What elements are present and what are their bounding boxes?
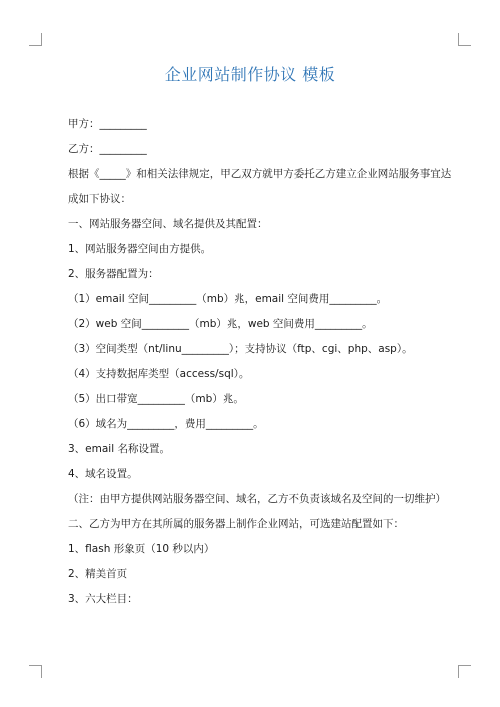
section-heading-1: 一、网站服务器空间、域名提供及其配置： bbox=[68, 218, 268, 230]
clause-2-2: 2、精美首页 bbox=[68, 568, 128, 580]
crop-mark-bottom-right bbox=[458, 665, 471, 678]
clause-1-4: 4、域名设置。 bbox=[68, 468, 138, 480]
config-item-5: （5）出口带宽_________（mb）兆。 bbox=[68, 393, 244, 405]
crop-mark-top-right bbox=[458, 33, 471, 46]
crop-mark-top-left bbox=[29, 33, 42, 46]
clause-2-3: 3、六大栏目： bbox=[68, 593, 138, 605]
config-item-1: （1）email 空间_________（mb）兆，email 空间费用_________。 bbox=[68, 293, 388, 305]
clause-2-1: 1、flash 形象页（10 秒以内） bbox=[68, 543, 215, 555]
clause-1-2: 2、服务器配置为： bbox=[68, 268, 159, 280]
config-item-4: （4）支持数据库类型（access/sql）。 bbox=[68, 368, 250, 380]
crop-mark-bottom-left bbox=[29, 665, 42, 678]
document-title: 企业网站制作协议 模板 bbox=[164, 65, 336, 84]
section-heading-2: 二、乙方为甲方在其所属的服务器上制作企业网站，可选建站配置如下： bbox=[68, 518, 404, 530]
clause-1-1: 1、网站服务器空间由方提供。 bbox=[68, 243, 212, 255]
party-a-line: 甲方：_________ bbox=[68, 118, 147, 130]
preamble-paragraph: 根据《_____》和相关法律规定，甲乙双方就甲方委托乙方建立企业网站服务事宜达成如下协议： bbox=[68, 168, 452, 205]
config-item-2: （2）web 空间_________（mb）兆，web 空间费用_________。 bbox=[68, 318, 373, 330]
config-item-3: （3）空间类型（nt/linu_________）；支持协议（ftp、cgi、php、asp）。 bbox=[68, 343, 413, 355]
note-paragraph: （注：由甲方提供网站服务器空间、域名，乙方不负责该域名及空间的一切维护） bbox=[68, 493, 446, 505]
document-body bbox=[68, 112, 456, 612]
clause-1-3: 3、email 名称设置。 bbox=[68, 443, 170, 455]
party-b-line: 乙方：_________ bbox=[68, 143, 147, 155]
config-item-6: （6）域名为_________，费用_________。 bbox=[68, 418, 264, 430]
